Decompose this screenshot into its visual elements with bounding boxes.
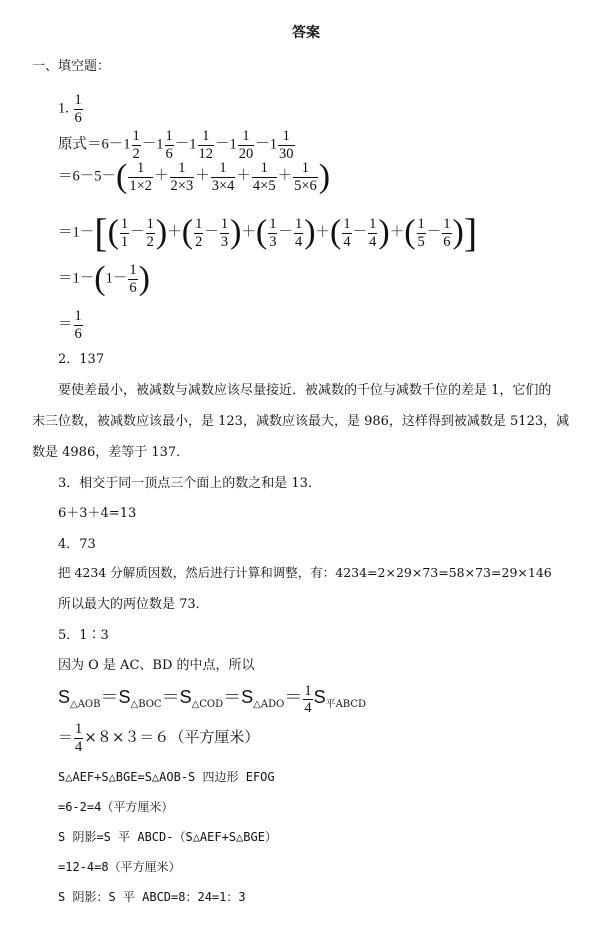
equals-sign: ＝ — [161, 687, 180, 707]
fraction: $\frac{1}{4}$ — [75, 721, 83, 755]
plus-sign: ＋ — [277, 168, 293, 185]
q5-eq1: $S_{\triangle AOB}=S_{\triangle BOC}=S_{\triangle COD}=S_{\triangle ADO}=$ $\frac{1}{4}$ $S_{平ABCD}$ — [58, 682, 367, 716]
q4-label: 4．73 — [58, 537, 96, 552]
q4-para-2: 所以最大的两位数是 73． — [58, 597, 209, 612]
plus-sign: ＋ — [315, 224, 331, 241]
fraction: $\frac{1}{2}$ — [146, 216, 154, 250]
fraction: $\frac{1}{4}$ — [343, 216, 351, 250]
fraction: $\frac{1}{20}$ — [238, 128, 254, 162]
q1-line5: ＝ $\frac{1}{6}$ — [58, 308, 82, 342]
fraction: $\frac{1}{4\times 5}$ — [252, 160, 276, 194]
fraction: $\frac{1}{6}$ — [74, 308, 82, 342]
minus-sign: － — [141, 136, 157, 153]
fraction: $\frac{1}{5\times 6}$ — [294, 160, 317, 194]
fraction: $\frac{1}{30}$ — [279, 128, 294, 162]
q1-line1 — [58, 129, 296, 161]
plus-sign: ＋ — [195, 168, 210, 185]
area-symbol: S — [241, 687, 254, 707]
fraction: $\frac{1}{2}$ — [195, 216, 203, 250]
mixed-number: 1 $\frac{1}{12}$ — [189, 128, 213, 162]
fraction: $\frac{1}{4}$ — [304, 682, 312, 716]
fraction: $\frac{1}{1}$ — [120, 216, 129, 250]
q5-line-5: S 阴影=S 平 ABCD-（S△AEF+S△BGE） — [58, 830, 277, 844]
minus-sign: － — [255, 136, 270, 153]
difference-group: ( $\frac{1}{1}$ － $\frac{1}{2}$ ) — [107, 214, 168, 251]
q1-line2-prefix: ＝6－5－ — [58, 168, 116, 185]
area-subscript: △BOC — [130, 699, 162, 710]
mixed-number: 1 $\frac{1}{20}$ — [229, 128, 254, 162]
difference-group: ( $\frac{1}{5}$ － $\frac{1}{6}$ ) — [404, 214, 464, 251]
equals-sign: ＝ — [223, 687, 242, 707]
plus-sign: ＋ — [389, 224, 405, 241]
section-heading: 一、填空题： — [32, 59, 111, 74]
difference-group: ( $\frac{1}{4}$ － $\frac{1}{4}$ ) — [330, 214, 390, 251]
area-symbol: S — [58, 687, 71, 707]
mixed-number: 1 $\frac{1}{2}$ — [123, 128, 140, 162]
q2-para-1: 要使差最小，被减数与减数应该尽量接近．被减数的千位与减数千位的差是 1，它们的 — [58, 383, 552, 398]
equals-sign: ＝ — [100, 687, 119, 707]
fraction: $\frac{1}{6}$ — [129, 262, 137, 296]
fraction: $\frac{1}{3}$ — [269, 216, 277, 250]
minus-sign: － — [174, 136, 190, 153]
area-symbol: S — [179, 687, 192, 707]
plus-sign: ＋ — [167, 224, 182, 241]
q5-label: 5．1∶3 — [58, 628, 109, 643]
q1-answer — [58, 93, 84, 125]
q1-label: 1. — [58, 100, 69, 117]
q5-line-3: S△AEF+S△BGE=S△AOB-S 四边形 EFOG — [58, 770, 275, 784]
minus-sign: － — [215, 136, 230, 153]
q2-para-3: 数是 4986，差等于 137． — [32, 445, 190, 460]
q2-label: 2．137 — [58, 352, 105, 367]
fraction: $\frac{1}{4}$ — [369, 216, 377, 250]
fraction: $\frac{1}{5}$ — [417, 216, 425, 250]
fraction: $\frac{1}{1\times 2}$ — [129, 160, 153, 194]
fraction: $\frac{1}{12}$ — [198, 128, 213, 162]
q5-line-4: =6-2=4（平方厘米） — [58, 800, 174, 814]
q2-para-2: 末三位数，被减数应该最小，是 123，减数应该最大，是 986，这样得到被减数是 5123，减 — [32, 414, 570, 429]
q1-line4: ＝1－(1－ $\frac{1}{6}$ ) — [58, 260, 150, 297]
area-subscript: △COD — [191, 699, 224, 710]
page-title: 答案 — [292, 25, 320, 41]
area-subscript: △AOB — [70, 699, 101, 710]
q5-line-7: S 阴影：S 平 ABCD=8：24=1：3 — [58, 890, 246, 904]
fraction: $\frac{1}{3}$ — [220, 216, 229, 250]
area-subscript: △ADO — [253, 699, 285, 710]
difference-group: ( $\frac{1}{3}$ － $\frac{1}{4}$ ) — [255, 214, 316, 251]
q1-answer-fraction: $\frac{1}{6}$ — [74, 92, 82, 126]
plus-sign: ＋ — [236, 168, 251, 185]
q5-eq2: ＝ $\frac{1}{4}$ ×８×３＝６（平方厘米） — [58, 721, 260, 755]
fraction: $\frac{1}{6}$ — [165, 128, 173, 162]
q5-para-1: 因为 O 是 AC、BD 的中点，所以 — [58, 658, 255, 673]
plus-sign: ＋ — [241, 224, 256, 241]
fraction: $\frac{1}{2}$ — [132, 128, 140, 162]
q1-line3: ＝1－[( $\frac{1}{1}$ － $\frac{1}{2}$ )＋( $\frac{1}{2}$ － $\frac{1}{3}$ )＋( $\frac{1}{3}$ － $\frac{1}{4}$ )＋( $\frac{1}{4}$ － $\frac{1}{4}$ )＋( $\frac{1}{5}$ － $\frac{1}{6}$ )] — [58, 210, 478, 255]
mixed-number: 1 $\frac{1}{30}$ — [269, 128, 294, 162]
fraction: $\frac{1}{3\times 4}$ — [211, 160, 235, 194]
fraction: $\frac{1}{4}$ — [294, 216, 303, 250]
plus-sign: ＋ — [154, 168, 169, 185]
q4-para-1: 把 4234 分解质因数，然后进行计算和调整，有：4234=2×29×73=58×73=29×146 — [58, 565, 552, 580]
q1-line2: ＝6－5－( $\frac{1}{1\times 2}$ ＋ $\frac{1}{2\times 3}$ ＋ $\frac{1}{3\times 4}$ ＋ $\frac{1}{4\times 5}$ ＋ $\frac{1}{5\times 6}$ ) — [58, 158, 331, 195]
fraction: $\frac{1}{6}$ — [443, 216, 451, 250]
q1-line3-prefix: ＝1－ — [58, 224, 95, 241]
q1-line1-prefix: 原式＝6－ — [58, 136, 124, 153]
q3-label: 3．相交于同一顶点三个面上的数之和是 13． — [58, 476, 321, 491]
difference-group: ( $\frac{1}{2}$ － $\frac{1}{3}$ ) — [181, 214, 242, 251]
mixed-number: 1 $\frac{1}{6}$ — [156, 128, 173, 162]
q3-eq: 6＋3＋4=13 — [58, 506, 137, 521]
fraction: $\frac{1}{2\times 3}$ — [170, 160, 194, 194]
area-symbol: S — [118, 687, 131, 707]
q5-line-6: =12-4=8（平方厘米） — [58, 860, 181, 874]
